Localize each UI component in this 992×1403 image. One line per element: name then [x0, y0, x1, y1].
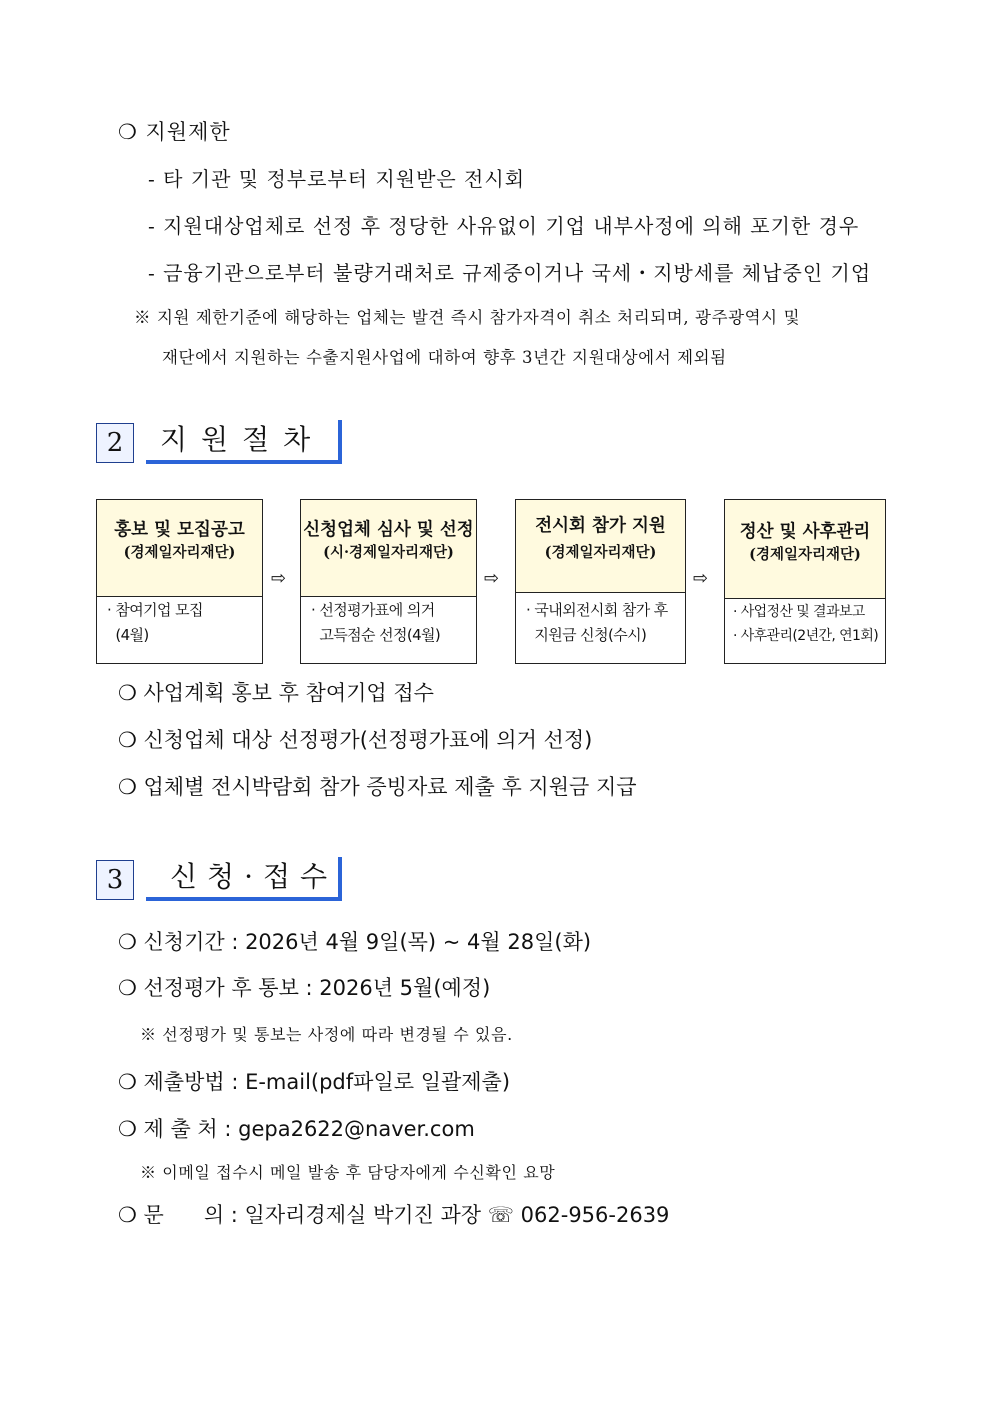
procedure-bullet: ❍ 사업계획 홍보 후 참여기업 접수 [118, 681, 434, 705]
step-detail: · 사후관리(2년간, 연1회) [733, 628, 879, 644]
step-org: (시·경제일자리재단) [323, 544, 454, 561]
step-org: (경제일자리재단) [544, 544, 657, 561]
result-notify: ❍ 선정평가 후 통보 : 2026년 5월(예정) [118, 976, 491, 1000]
restriction-note: ※ 지원 제한기준에 해당하는 업체는 발견 즉시 참가자격이 취소 처리되며, 광주광역시 및 [134, 308, 801, 327]
restriction-item: - 타 기관 및 정부로부터 지원받은 전시회 [148, 167, 526, 191]
section-title: 지원절차 [146, 420, 342, 464]
arrow-right-icon: ⇨ [484, 568, 500, 589]
restrictions-heading: ❍ 지원제한 [118, 120, 231, 144]
step-title: 신청업체 심사 및 선정 [303, 520, 474, 540]
section-title: 신청·접수 [146, 857, 342, 901]
step-org: (경제일자리재단) [749, 546, 861, 563]
procedure-bullet: ❍ 신청업체 대상 선정평가(선정평가표에 의거 선정) [118, 728, 593, 752]
process-step [724, 499, 886, 664]
submit-destination: ❍ 제 출 처 : gepa2622@naver.com [118, 1117, 475, 1141]
step-title: 정산 및 사후관리 [739, 522, 871, 542]
arrow-right-icon: ⇨ [693, 568, 709, 589]
notify-note: ※ 선정평가 및 통보는 사정에 따라 변경될 수 있음. [140, 1025, 513, 1044]
restriction-note-cont: 재단에서 지원하는 수출지원사업에 대하여 향후 3년간 지원대상에서 제외됨 [162, 348, 727, 367]
step-org: (경제일자리재단) [123, 544, 236, 561]
step-detail: · 선정평가표에 의거 [311, 601, 435, 619]
submit-method: ❍ 제출방법 : E-mail(pdf파일로 일괄제출) [118, 1070, 511, 1094]
step-title: 홍보 및 모집공고 [114, 520, 245, 540]
process-step [515, 499, 686, 664]
step-detail: · 국내외전시회 참가 후 [526, 601, 668, 619]
apply-period: ❍ 신청기간 : 2026년 4월 9일(목) ~ 4월 28일(화) [118, 930, 592, 954]
step-title: 전시회 참가 지원 [535, 516, 666, 536]
step-detail: (4월) [107, 626, 149, 644]
arrow-right-icon: ⇨ [271, 568, 287, 589]
restriction-item: - 금융기관으로부터 불량거래처로 규제중이거나 국세・지방세를 체납중인 기업 [148, 261, 872, 285]
section-number: 2 [96, 423, 134, 463]
restriction-item: - 지원대상업체로 선정 후 정당한 사유없이 기업 내부사정에 의해 포기한 경우 [148, 214, 860, 238]
inquiry-contact: ❍ 문 의 : 일자리경제실 박기진 과장 ☏ 062-956-2639 [118, 1203, 670, 1227]
step-detail: 지원금 신청(수시) [526, 626, 647, 644]
process-step [96, 499, 263, 664]
process-step [300, 499, 477, 664]
procedure-bullet: ❍ 업체별 전시박람회 참가 증빙자료 제출 후 지원금 지급 [118, 775, 637, 799]
section-number: 3 [96, 860, 134, 900]
step-detail: · 참여기업 모집 [107, 601, 203, 619]
step-detail: 고득점순 선정(4월) [311, 626, 441, 644]
step-detail: · 사업정산 및 결과보고 [733, 604, 865, 620]
destination-note: ※ 이메일 접수시 메일 발송 후 담당자에게 수신확인 요망 [140, 1163, 556, 1182]
